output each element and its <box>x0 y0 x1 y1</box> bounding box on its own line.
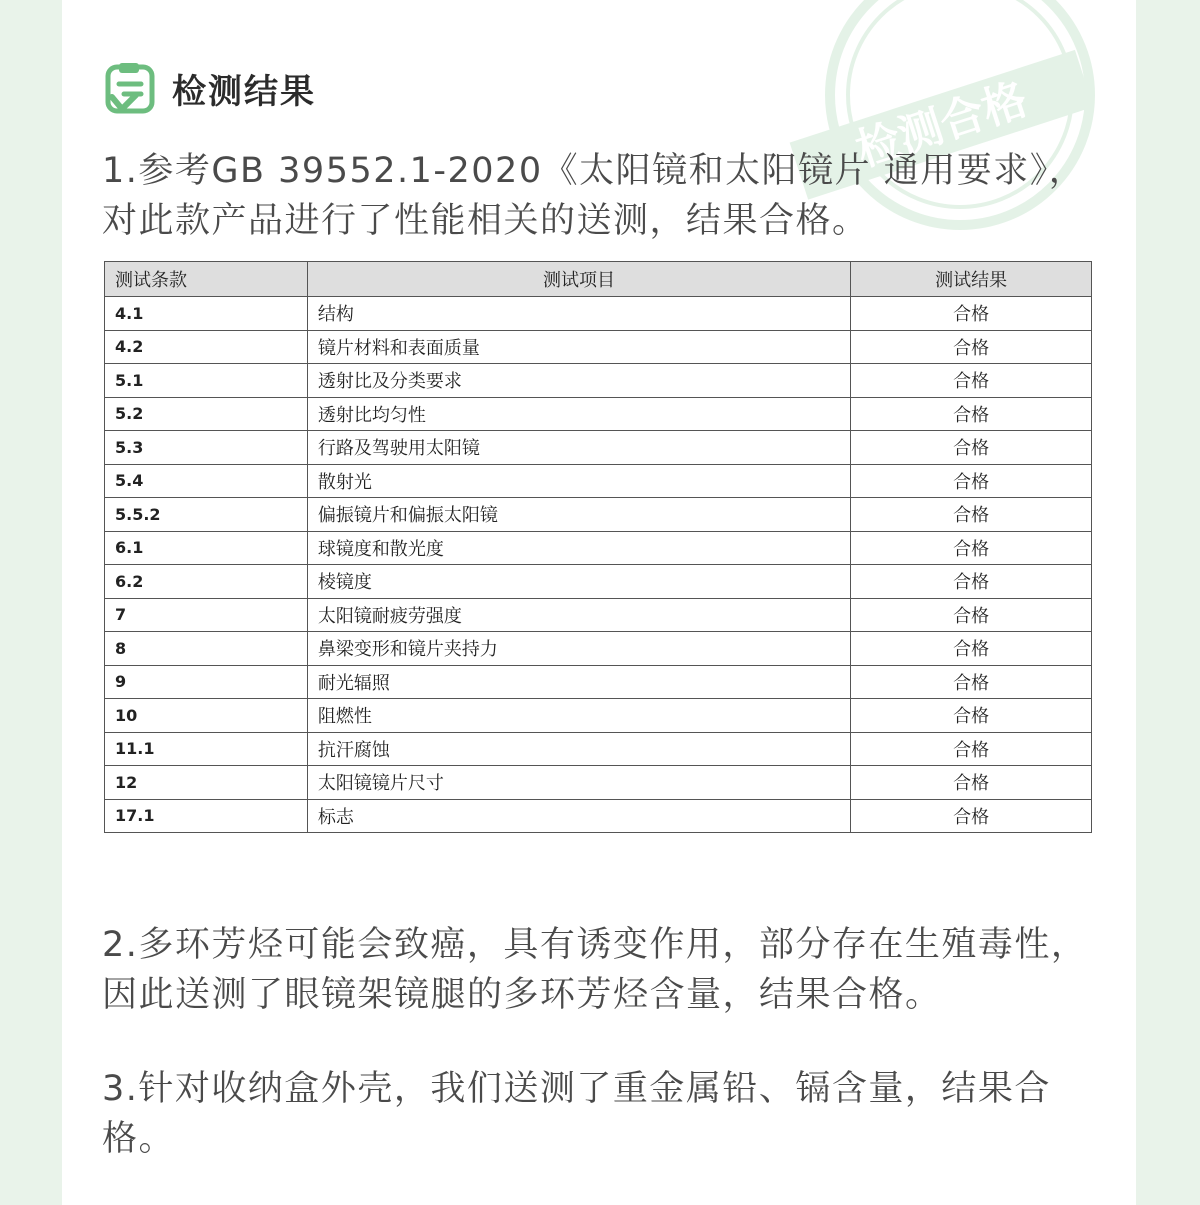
clause-cell: 11.1 <box>105 732 308 766</box>
table-row <box>105 632 1092 666</box>
table-row <box>105 364 1092 398</box>
header-item: 测试项目 <box>307 262 850 297</box>
table-row <box>105 431 1092 465</box>
item-cell: 透射比及分类要求 <box>307 364 850 398</box>
result-cell: 合格 <box>851 799 1092 833</box>
table-row <box>105 598 1092 632</box>
result-cell: 合格 <box>851 665 1092 699</box>
item-cell: 透射比均匀性 <box>307 397 850 431</box>
header-result: 测试结果 <box>851 262 1092 297</box>
table-row <box>105 699 1092 733</box>
result-cell: 合格 <box>851 498 1092 532</box>
item-cell: 阻燃性 <box>307 699 850 733</box>
clause-cell: 5.5.2 <box>105 498 308 532</box>
result-cell: 合格 <box>851 330 1092 364</box>
clause-cell: 17.1 <box>105 799 308 833</box>
clause-cell: 4.2 <box>105 330 308 364</box>
item-cell: 抗汗腐蚀 <box>307 732 850 766</box>
item-cell: 镜片材料和表面质量 <box>307 330 850 364</box>
result-cell: 合格 <box>851 732 1092 766</box>
result-cell: 合格 <box>851 565 1092 599</box>
result-cell: 合格 <box>851 431 1092 465</box>
table-row <box>105 531 1092 565</box>
section-title: 检测结果 <box>172 71 316 112</box>
clause-cell: 12 <box>105 766 308 800</box>
table-row <box>105 732 1092 766</box>
item-cell: 太阳镜镜片尺寸 <box>307 766 850 800</box>
table-row <box>105 330 1092 364</box>
table-header-row <box>105 262 1092 297</box>
result-cell: 合格 <box>851 464 1092 498</box>
item-cell: 行路及驾驶用太阳镜 <box>307 431 850 465</box>
clause-cell: 5.3 <box>105 431 308 465</box>
table-row <box>105 799 1092 833</box>
header-clause: 测试条款 <box>105 262 308 297</box>
clause-cell: 7 <box>105 598 308 632</box>
clipboard-check-icon <box>102 61 156 115</box>
item-cell: 球镜度和散光度 <box>307 531 850 565</box>
paragraph-standard: 1.参考GB 39552.1-2020《太阳镜和太阳镜片 通用要求》，对此款产品进行了性能相关的送测，结果合格。 <box>102 151 1086 241</box>
clause-cell: 4.1 <box>105 297 308 331</box>
test-results-table <box>104 261 1092 833</box>
stamp-text: 检测合格 <box>850 73 1034 177</box>
table-row <box>105 766 1092 800</box>
result-cell: 合格 <box>851 699 1092 733</box>
table-row <box>105 498 1092 532</box>
result-cell: 合格 <box>851 766 1092 800</box>
item-cell: 棱镜度 <box>307 565 850 599</box>
item-cell: 太阳镜耐疲劳强度 <box>307 598 850 632</box>
item-cell: 标志 <box>307 799 850 833</box>
clause-cell: 6.1 <box>105 531 308 565</box>
result-cell: 合格 <box>851 598 1092 632</box>
table-row <box>105 565 1092 599</box>
table-row <box>105 665 1092 699</box>
clause-cell: 8 <box>105 632 308 666</box>
paragraph-pah: 2.多环芳烃可能会致癌，具有诱变作用，部分存在生殖毒性，因此送测了眼镜架镜腿的多环芳烃含量，结果合格。 <box>102 925 1088 1015</box>
item-cell: 结构 <box>307 297 850 331</box>
clause-cell: 5.4 <box>105 464 308 498</box>
item-cell: 散射光 <box>307 464 850 498</box>
result-cell: 合格 <box>851 397 1092 431</box>
result-cell: 合格 <box>851 364 1092 398</box>
result-cell: 合格 <box>851 297 1092 331</box>
item-cell: 耐光辐照 <box>307 665 850 699</box>
result-cell: 合格 <box>851 632 1092 666</box>
item-cell: 偏振镜片和偏振太阳镜 <box>307 498 850 532</box>
section-header <box>102 58 316 118</box>
clause-cell: 9 <box>105 665 308 699</box>
clause-cell: 5.2 <box>105 397 308 431</box>
result-cell: 合格 <box>851 531 1092 565</box>
clause-cell: 6.2 <box>105 565 308 599</box>
clause-cell: 10 <box>105 699 308 733</box>
table-row <box>105 464 1092 498</box>
table-row <box>105 297 1092 331</box>
clause-cell: 5.1 <box>105 364 308 398</box>
paragraph-heavy-metal: 3.针对收纳盒外壳，我们送测了重金属铅、镉含量，结果合格。 <box>102 1069 1051 1159</box>
item-cell: 鼻梁变形和镜片夹持力 <box>307 632 850 666</box>
table-row <box>105 397 1092 431</box>
